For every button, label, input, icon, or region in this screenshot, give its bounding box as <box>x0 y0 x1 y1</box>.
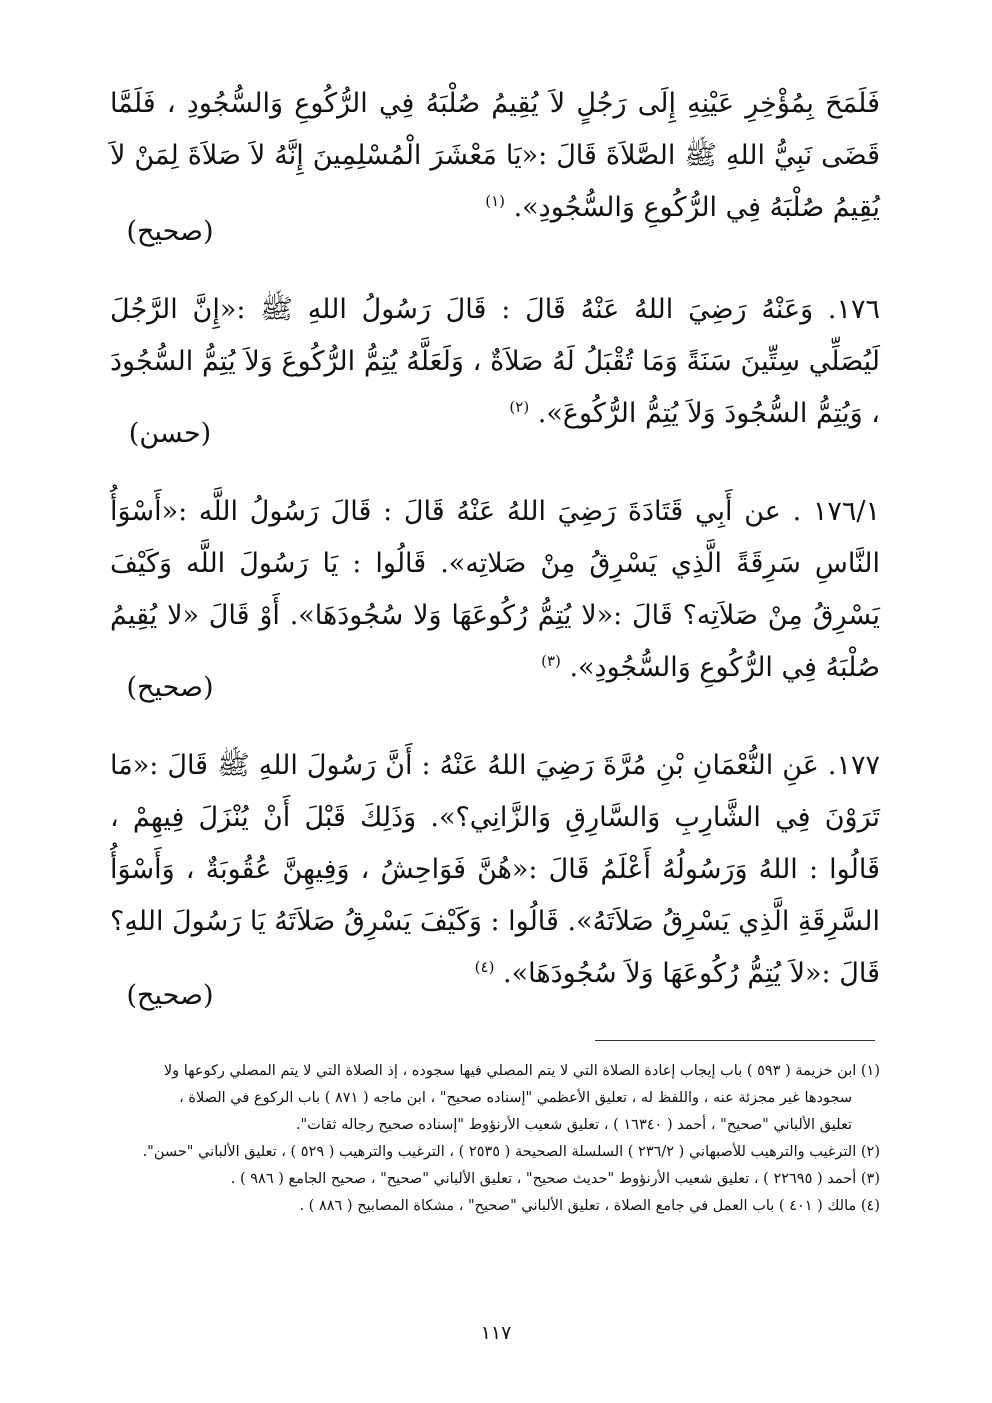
footnote-ref[interactable]: (١) <box>485 192 505 210</box>
grade-label: (صحيح) <box>126 216 214 247</box>
page-number: ١١٧ <box>480 1322 512 1344</box>
hadith-paragraph-176-1 <box>110 486 880 694</box>
footnote-ref[interactable]: (٣) <box>541 652 561 670</box>
hadith-text: ١٧٦. وَعَنْهُ رَضِيَ اللهُ عَنْهُ قَالَ : قَالَ رَسُولُ اللهِ ﷺ :«إِنَّ الرَّجُلَ لَيُصَلِّي سِتِّينَ سَنَةً وَمَا تُقْبَلُ لَهُ صَلاَةٌ ، وَلَعَلَّهُ يُتِمُّ الرُّكُوعَ وَلاَ يُتِمُّ السُّجُودَ ، وَيُتِمُّ السُّجُودَ وَلاَ يُتِمُّ الرُّكُوعَ». <box>110 294 880 429</box>
footnote-4: (٤) مالك ( ٤٠١ ) باب العمل في جامع الصلاة ، تعليق الألباني "صحيح" ، مشكاة المصابيح ( ٨٨٦ ) . <box>299 1198 880 1214</box>
footnote-ref[interactable]: (٢) <box>509 398 530 416</box>
footnote-separator <box>595 1040 875 1041</box>
footnote-1: (١) ابن خزيمة ( ٥٩٣ ) باب إيجاب إعادة الصلاة التي لا يتم المصلي فيها سجوده ، إذ الصلاة التي لا يتم المصلي ركوعها ولا <box>163 1063 880 1079</box>
hadith-paragraph-1 <box>110 78 880 234</box>
footnotes <box>115 1058 880 1220</box>
footnote-3: (٣) أحمد ( ٢٢٦٩٥ ) ، تعليق شعيب الأرنؤوط "حديث صحيح" ، تعليق الألباني "صحيح" ، صحيح الجامع ( ٩٨٦ ) . <box>230 1171 880 1187</box>
footnote-ref[interactable]: (٤) <box>474 958 495 976</box>
grade-label: (صحيح) <box>126 980 214 1011</box>
footnote-1-continuation: تعليق الألباني "صحيح" ، أحمد ( ١٦٣٤٠ ) ، تعليق شعيب الأرنؤوط "إسناده صحيح رجاله ثقات". <box>295 1117 852 1133</box>
footnote-2: (٢) الترغيب والترهيب للأصبهاني ( ٢٣٦/٢ ) السلسلة الصحيحة ( ٢٥٣٥ ) ، الترغيب والترهيب ( ٥٢٩ ) ، تعليق الألباني "حسن". <box>142 1144 880 1160</box>
grade-label: (حسن) <box>128 418 212 449</box>
hadith-paragraph-177 <box>110 740 880 1000</box>
hadith-text: فَلَمَحَ بِمُؤْخِرِ عَيْنِهِ إِلَى رَجُلٍ لاَ يُقِيمُ صُلْبَهُ فِي الرُّكُوعِ وَالسُّجُودِ ، فَلَمَّا قَضَى نَبِيُّ اللهِ ﷺ الصَّلاَةَ قَالَ :«يَا مَعْشَرَ الْمُسْلِمِينَ إِنَّهُ لاَ صَلاَةَ لِمَنْ لاَ يُقِيمُ صُلْبَهُ فِي الرُّكُوعِ وَالسُّجُودِ». <box>110 88 880 223</box>
hadith-text: ١٧٧. عَنِ النُّعْمَانِ بْنِ مُرَّةَ رَضِيَ اللهُ عَنْهُ : أَنَّ رَسُولَ اللهِ ﷺ قَالَ :«مَا تَرَوْنَ فِي الشَّارِبِ وَالسَّارِقِ وَالزَّانِي؟». وَذَلِكَ قَبْلَ أَنْ يُنْزَلَ فِيهِمْ ، قَالُوا : اللهُ وَرَسُولُهُ أَعْلَمُ قَالَ :«هُنَّ فَوَاحِشُ ، وَفِيهِنَّ عُقُوبَةٌ ، وَأَسْوَأُ السَّرِقَةِ الَّذِي يَسْرِقُ صَلاَتَهُ». قَالُوا : وَكَيْفَ يَسْرِقُ صَلاَتَهُ يَا رَسُولَ اللهِ؟ قَالَ :«لاَ يُتِمُّ رُكُوعَهَا وَلاَ سُجُودَهَا». <box>110 750 880 989</box>
footnote-1-continuation: سجودها غير مجزئة عنه ، واللفظ له ، تعليق الأعظمي "إسناده صحيح" ، ابن ماجه ( ٨٧١ ) باب الركوع في الصلاة ، <box>179 1090 852 1106</box>
grade-label: (صحيح) <box>126 672 214 703</box>
hadith-text: ١٧٦/١ . عن أَبِي قَتَادَةَ رَضِيَ اللهُ عَنْهُ قَالَ : قَالَ رَسُولُ اللَّه :«أَسْوَأُ النَّاسِ سَرِقَةً الَّذِي يَسْرِقُ مِنْ صَلاتِه». قَالُوا : يَا رَسُولَ اللَّه وَكَيْفَ يَسْرِقُ مِنْ صَلاَتِه؟ قَالَ :«لا يُتِمُّ رُكُوعَهَا وَلا سُجُودَهَا». أَوْ قَالَ «لا يُقِيمُ صُلْبَهُ فِي الرُّكُوعِ وَالسُّجُودِ». <box>110 496 880 683</box>
